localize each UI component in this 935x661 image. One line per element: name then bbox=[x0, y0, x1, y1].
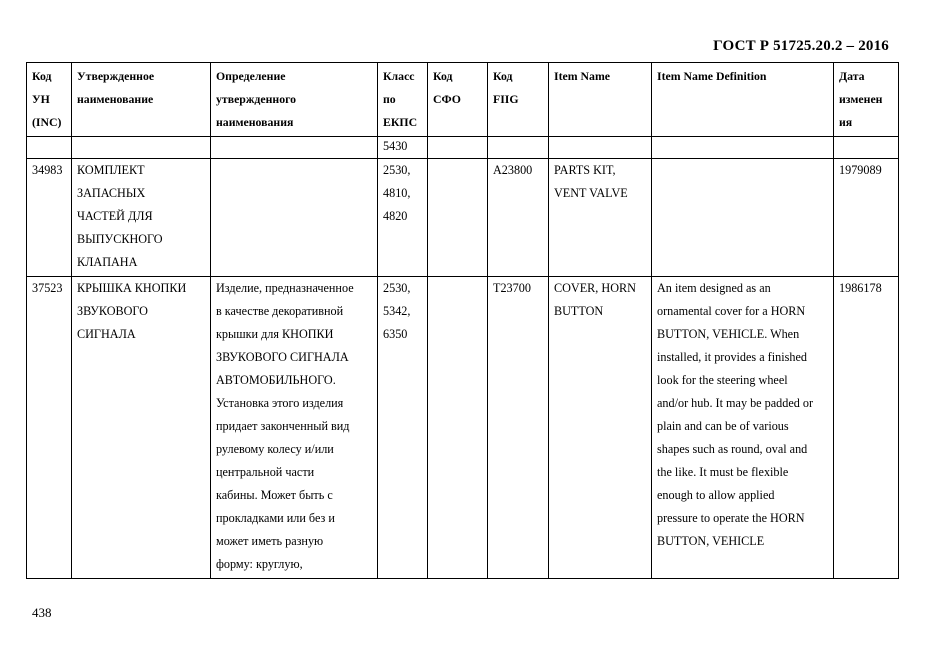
column-header-ekps-class: Класс по ЕКПС bbox=[378, 63, 428, 137]
nomenclature-table bbox=[26, 62, 899, 579]
cell-inc: 37523 bbox=[27, 277, 72, 579]
column-header-change-date: Дата изменен ия bbox=[834, 63, 899, 137]
column-header-sfo-code: Код СФО bbox=[428, 63, 488, 137]
cell-ekps-class: 2530, 5342, 6350 bbox=[378, 277, 428, 579]
cell-inc bbox=[27, 137, 72, 159]
column-header-definition: Определение утвержденного наименования bbox=[211, 63, 378, 137]
table-header-row bbox=[27, 63, 899, 137]
cell-fiig-code: A23800 bbox=[488, 159, 549, 277]
cell-item-name: COVER, HORN BUTTON bbox=[549, 277, 652, 579]
table-row bbox=[27, 137, 899, 159]
cell-approved-name: КОМПЛЕКТ ЗАПАСНЫХ ЧАСТЕЙ ДЛЯ ВЫПУСКНОГО КЛАПАНА bbox=[72, 159, 211, 277]
cell-fiig-code bbox=[488, 137, 549, 159]
table-row bbox=[27, 159, 899, 277]
cell-sfo-code bbox=[428, 137, 488, 159]
column-header-fiig-code: Код FIIG bbox=[488, 63, 549, 137]
cell-definition: Изделие, предназначенное в качестве декоративной крышки для КНОПКИ ЗВУКОВОГО СИГНАЛА АВТОМОБИЛЬНОГО. Установка этого изделия придает законченный вид рулевому колесу и/или центральной части кабины. Может быть с прокладками или без и может иметь разную форму: круглую, bbox=[211, 277, 378, 579]
cell-change-date: 1986178 bbox=[834, 277, 899, 579]
cell-ekps-class: 2530, 4810, 4820 bbox=[378, 159, 428, 277]
cell-fiig-code: T23700 bbox=[488, 277, 549, 579]
cell-sfo-code bbox=[428, 277, 488, 579]
column-header-item-name: Item Name bbox=[549, 63, 652, 137]
cell-item-name bbox=[549, 137, 652, 159]
cell-change-date bbox=[834, 137, 899, 159]
cell-item-definition: An item designed as an ornamental cover for a HORN BUTTON, VEHICLE. When installed, it provides a finished look for the steering wheel and/or hub. It may be padded or plain and can be of various shapes such as round, oval and the like. It must be flexible enough to allow applied pressure to operate the HORN BUTTON, VEHICLE bbox=[652, 277, 834, 579]
cell-approved-name bbox=[72, 137, 211, 159]
standard-header: ГОСТ Р 51725.20.2 – 2016 bbox=[713, 38, 889, 54]
cell-item-definition bbox=[652, 137, 834, 159]
cell-item-name: PARTS KIT, VENT VALVE bbox=[549, 159, 652, 277]
cell-approved-name: КРЫШКА КНОПКИ ЗВУКОВОГО СИГНАЛА bbox=[72, 277, 211, 579]
cell-definition bbox=[211, 159, 378, 277]
cell-ekps-class: 5430 bbox=[378, 137, 428, 159]
cell-sfo-code bbox=[428, 159, 488, 277]
cell-item-definition bbox=[652, 159, 834, 277]
column-header-approved-name: Утвержденное наименование bbox=[72, 63, 211, 137]
column-header-item-definition: Item Name Definition bbox=[652, 63, 834, 137]
cell-change-date: 1979089 bbox=[834, 159, 899, 277]
cell-inc: 34983 bbox=[27, 159, 72, 277]
cell-definition bbox=[211, 137, 378, 159]
column-header-inc: Код УН (INC) bbox=[27, 63, 72, 137]
page-number: 438 bbox=[32, 605, 52, 620]
table-row bbox=[27, 277, 899, 579]
